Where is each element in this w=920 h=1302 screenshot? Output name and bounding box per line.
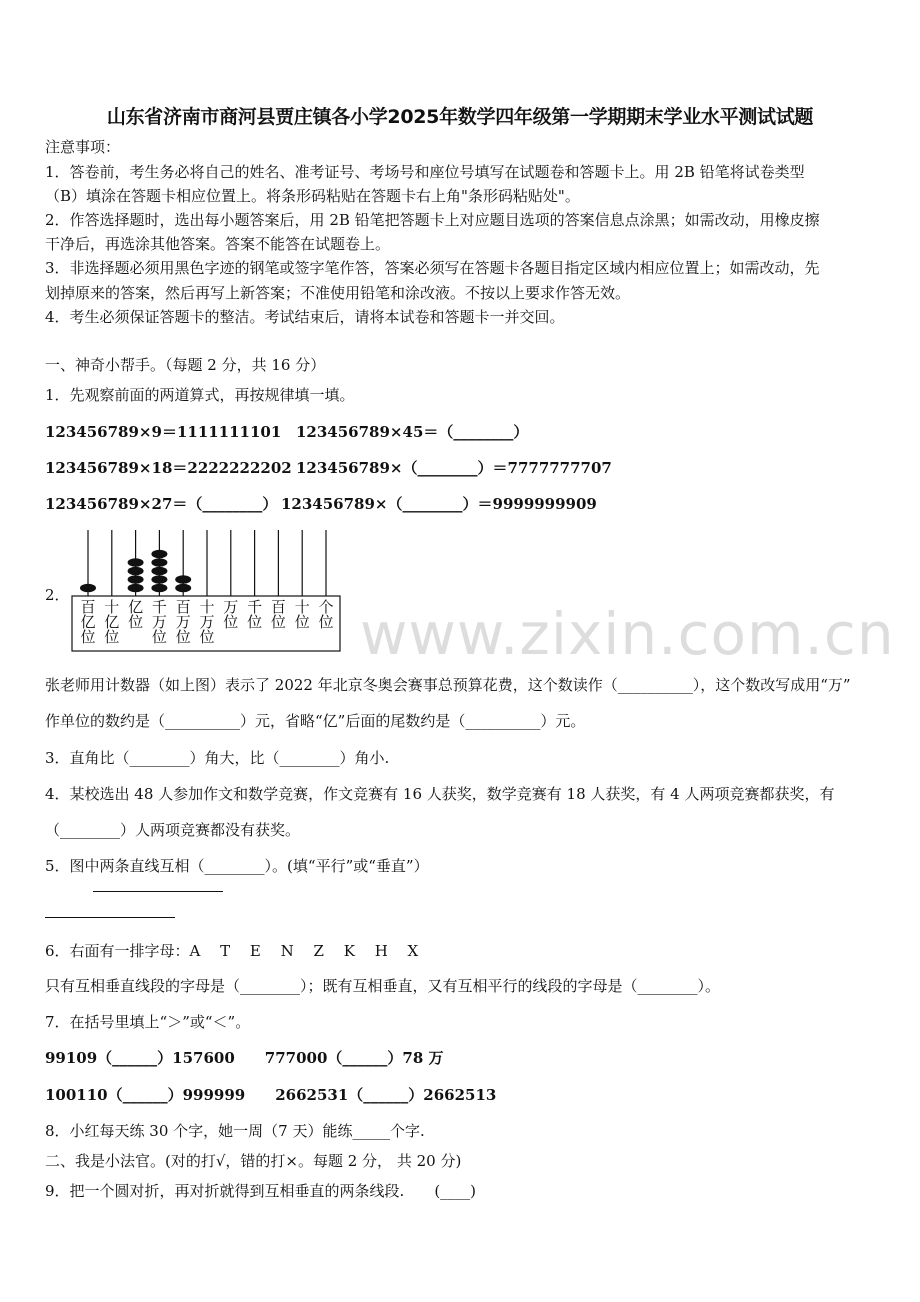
abacus-label-char: 个 (318, 598, 334, 616)
abacus-label-char: 位 (270, 613, 286, 631)
abacus-label-char: 十 (199, 598, 215, 616)
abacus-label-char: 万 (151, 613, 167, 631)
abacus-label-char: 位 (104, 628, 120, 646)
abacus-label-char: 万 (223, 598, 239, 616)
abacus-bead (151, 575, 167, 584)
abacus-bead (128, 575, 144, 584)
q7-row1: 99109（______）157600 777000（______）78 万 (45, 1049, 444, 1067)
q5-line-upper (93, 891, 223, 892)
abacus-label-char: 位 (175, 628, 191, 646)
note-1a: 1．答卷前，考生务必将自己的姓名、准考证号、考场号和座位号填写在试题卷和答题卡上。用 2B 铅笔将试卷类型 (45, 163, 805, 181)
abacus-label-char: 亿 (128, 598, 144, 616)
q2-text-b: 作单位的数约是（__________）元，省略“亿”后面的尾数约是（__________）元。 (45, 712, 586, 730)
section-2-heading: 二、我是小法官。(对的打√，错的打×。每题 2 分， 共 20 分) (45, 1152, 462, 1170)
abacus-label-char: 位 (199, 628, 215, 646)
abacus-label-char: 百 (270, 598, 286, 616)
q6-letters: 6．右面有一排字母：A T E N Z K H X (45, 942, 419, 960)
abacus-label-char: 位 (128, 613, 144, 631)
abacus-label-char: 位 (318, 613, 334, 631)
abacus-bead (175, 584, 191, 593)
note-4: 4．考生必须保证答题卡的整洁。考试结束后，请将本试卷和答题卡一并交回。 (45, 308, 565, 326)
abacus-label-char: 十 (104, 598, 120, 616)
q4-text-a: 4．某校选出 48 人参加作文和数学竞赛，作文竞赛有 16 人获奖，数学竞赛有 18 人获奖，有 4 人两项竞赛都获奖，有 (45, 785, 835, 803)
abacus-bead (151, 584, 167, 593)
note-3b: 划掉原来的答案，然后再写上新答案；不准使用铅笔和涂改液。不按以上要求作答无效。 (45, 284, 631, 302)
q2-text-a: 张老师用计数器（如上图）表示了 2022 年北京冬奥会赛事总预算花费，这个数读作（__________），这个数改写成用“万” (45, 676, 851, 694)
abacus-label-char: 亿 (80, 613, 96, 631)
watermark: www.zixin.com.cn (360, 600, 895, 668)
q3-text: 3．直角比（________）角大，比（________）角小. (45, 749, 390, 767)
q8-text: 8．小红每天练 30 个字，她一周（7 天）能练_____个字. (45, 1122, 425, 1140)
abacus-label-char: 位 (80, 628, 96, 646)
abacus-label-char: 百 (175, 598, 191, 616)
abacus-label-char: 位 (294, 613, 310, 631)
abacus-label-char: 亿 (104, 613, 120, 631)
note-2b: 干净后，再选涂其他答案。答案不能答在试题卷上。 (45, 235, 391, 253)
page-title: 山东省济南市商河县贾庄镇各小学2025年数学四年级第一学期期末学业水平测试试题 (106, 106, 814, 128)
q7-stem: 7．在括号里填上“＞”或“＜”。 (45, 1013, 251, 1031)
note-3a: 3．非选择题必须用黑色字迹的钢笔或签字笔作答，答案必须写在答题卡各题目指定区域内相应位置上；如需改动，先 (45, 259, 820, 277)
q1-stem: 1．先观察前面的两道算式，再按规律填一填。 (45, 386, 355, 404)
q4-text-b: （________）人两项竞赛都没有获奖。 (45, 821, 301, 839)
abacus-bead (128, 584, 144, 593)
q6-question: 只有互相垂直线段的字母是（________）；既有互相垂直，又有互相平行的线段的字母是（________）。 (45, 977, 721, 995)
q1-row2-left: 123456789×18＝2222222202 (45, 459, 292, 477)
q1-row1-right: 123456789×45＝（________） (296, 423, 529, 441)
section-1-heading: 一、神奇小帮手。（每题 2 分，共 16 分） (45, 356, 326, 374)
abacus-label-char: 千 (247, 598, 263, 616)
abacus-bead (151, 550, 167, 559)
q2-number: 2． (45, 586, 70, 604)
abacus-label-char: 万 (199, 613, 215, 631)
q5-line-lower (45, 917, 175, 918)
abacus-bead (128, 558, 144, 567)
abacus-label-char: 十 (294, 598, 310, 616)
abacus-bead (151, 567, 167, 576)
q9-text: 9．把一个圆对折，再对折就得到互相垂直的两条线段. (____) (45, 1182, 477, 1200)
abacus-label-char: 百 (80, 598, 96, 616)
q1-row2-right: 123456789×（________）＝7777777707 (296, 459, 612, 477)
abacus-bead (151, 558, 167, 567)
abacus-bead (175, 575, 191, 584)
q1-row3-left: 123456789×27＝（________） (45, 495, 278, 513)
q7-row2: 100110（______）999999 2662531（______）2662513 (45, 1086, 497, 1104)
abacus-label-char: 千 (151, 598, 167, 616)
abacus-label-char: 万 (175, 613, 191, 631)
notes-heading: 注意事项： (45, 138, 121, 156)
abacus-label-char: 位 (223, 613, 239, 631)
note-1b: （B）填涂在答题卡相应位置上。将条形码粘贴在答题卡右上角"条形码粘贴处"。 (45, 187, 580, 205)
abacus-bead (80, 584, 96, 593)
abacus-figure (60, 528, 350, 654)
abacus-label-char: 位 (247, 613, 263, 631)
q1-row1-left: 123456789×9＝1111111101 (45, 423, 282, 441)
note-2a: 2．作答选择题时，选出每小题答案后，用 2B 铅笔把答题卡上对应题目选项的答案信息点涂黑；如需改动，用橡皮擦 (45, 211, 820, 229)
abacus-label-char: 位 (151, 628, 167, 646)
abacus-bead (128, 567, 144, 576)
q5-text: 5．图中两条直线互相（________）。(填“平行”或“垂直”） (45, 857, 429, 875)
q1-row3-right: 123456789×（________）＝9999999909 (281, 495, 597, 513)
